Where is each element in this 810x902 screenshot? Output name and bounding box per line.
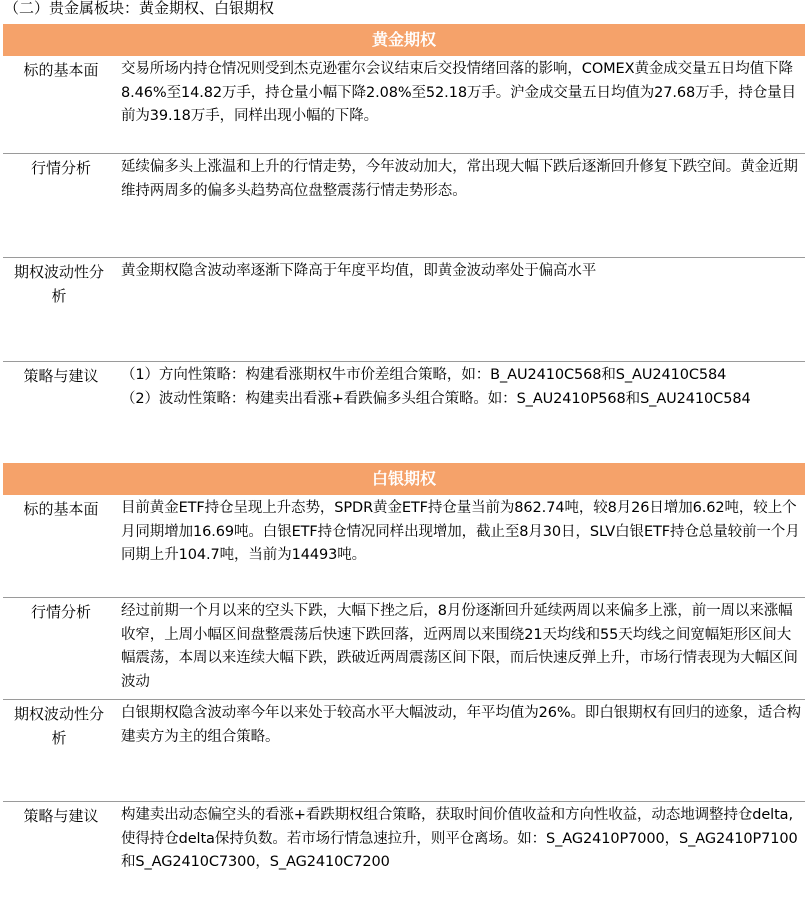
silver-fundamentals-text: 目前黄金ETF持仓呈现上升态势，SPDR黄金ETF持仓量当前为862.74吨，较8月26日增加6.62吨，较上个月同期增加16.69吨。白银ETF持仓情况同样出现增加，截止至8月30日，SLV白银ETF持仓总量较前一个月同期上升104.7吨，当前为14493吨。	[121, 500, 800, 563]
silver-volatility-row	[3, 700, 805, 802]
silver-strategy-row	[3, 802, 805, 900]
silver-market-text: 经过前期一个月以来的空头下跌，大幅下挫之后，8月份逐渐回升延续两周以来偏多上涨，前一周以来涨幅收窄，上周小幅区间盘整震荡后快速下跌回落，近两周以来围绕21天均线和55天均线之间宽幅矩形区间大幅震荡，本周以来连续大幅下跌，跌破近两周震荡区间下限，而后快速反弹上升，市场行情表现为大幅区间波动	[121, 603, 798, 690]
silver-fundamentals-row	[3, 495, 805, 598]
gold-fundamentals-row	[3, 56, 805, 154]
gold-volatility-label: 期权波动性分析	[13, 263, 104, 305]
gold-strategy-row	[3, 362, 805, 460]
gold-strategy-text	[121, 364, 801, 411]
silver-market-row	[3, 598, 805, 700]
silver-volatility-label: 期权波动性分析	[13, 705, 104, 747]
silver-strategy-label: 策略与建议	[23, 807, 99, 825]
gold-options-header: 黄金期权	[3, 24, 805, 56]
silver-strategy-text: 构建卖出动态偏空头的看涨+看跌期权组合策略，获取时间价值收益和方向性收益，动态地调整持仓delta,使得持仓delta保持负数。若市场行情急速拉升，则平仓离场。如：S_AG2410P7000，S_AG2410P7100和S_AG2410C7300，S_AG2410C7200	[121, 807, 798, 870]
silver-options-header: 白银期权	[3, 463, 805, 495]
gold-market-text: 延续偏多头上涨温和上升的行情走势，今年波动加大，常出现大幅下跌后逐渐回升修复下跌空间。黄金近期维持两周多的偏多头趋势高位盘整震荡行情走势形态。	[121, 159, 798, 199]
gold-volatility-row	[3, 258, 805, 362]
gold-strategy-line-2: （2）波动性策略：构建卖出看涨+看跌偏多头组合策略。如：S_AU2410P568和S_AU2410C584	[121, 390, 751, 407]
gold-strategy-line-1: （1）方向性策略：构建看涨期权牛市价差组合策略，如：B_AU2410C568和S_AU2410C584	[121, 367, 727, 383]
silver-volatility-text: 白银期权隐含波动率今年以来处于较高水平大幅波动，年平均值为26%。即白银期权有回归的迹象，适合构建卖方为主的组合策略。	[121, 705, 801, 745]
gold-fundamentals-text: 交易所场内持仓情况则受到杰克逊霍尔会议结束后交投情绪回落的影响，COMEX黄金成交量五日均值下降8.46%至14.82万手，持仓量小幅下降2.08%至52.18万手。沪金成交量五日均值为27.68万手，持仓量目前为39.18万手，同样出现小幅的下降。	[121, 61, 796, 124]
gold-fundamentals-label: 标的基本面	[23, 61, 99, 79]
section-title: （二）贵金属板块：黄金期权、白银期权	[4, 0, 275, 17]
gold-market-row	[3, 154, 805, 258]
gold-market-label: 行情分析	[30, 159, 91, 177]
silver-fundamentals-label: 标的基本面	[23, 500, 99, 518]
gold-strategy-label: 策略与建议	[23, 367, 99, 385]
gold-volatility-text: 黄金期权隐含波动率逐渐下降高于年度平均值，即黄金波动率处于偏高水平	[121, 263, 597, 279]
silver-market-label: 行情分析	[30, 603, 91, 621]
